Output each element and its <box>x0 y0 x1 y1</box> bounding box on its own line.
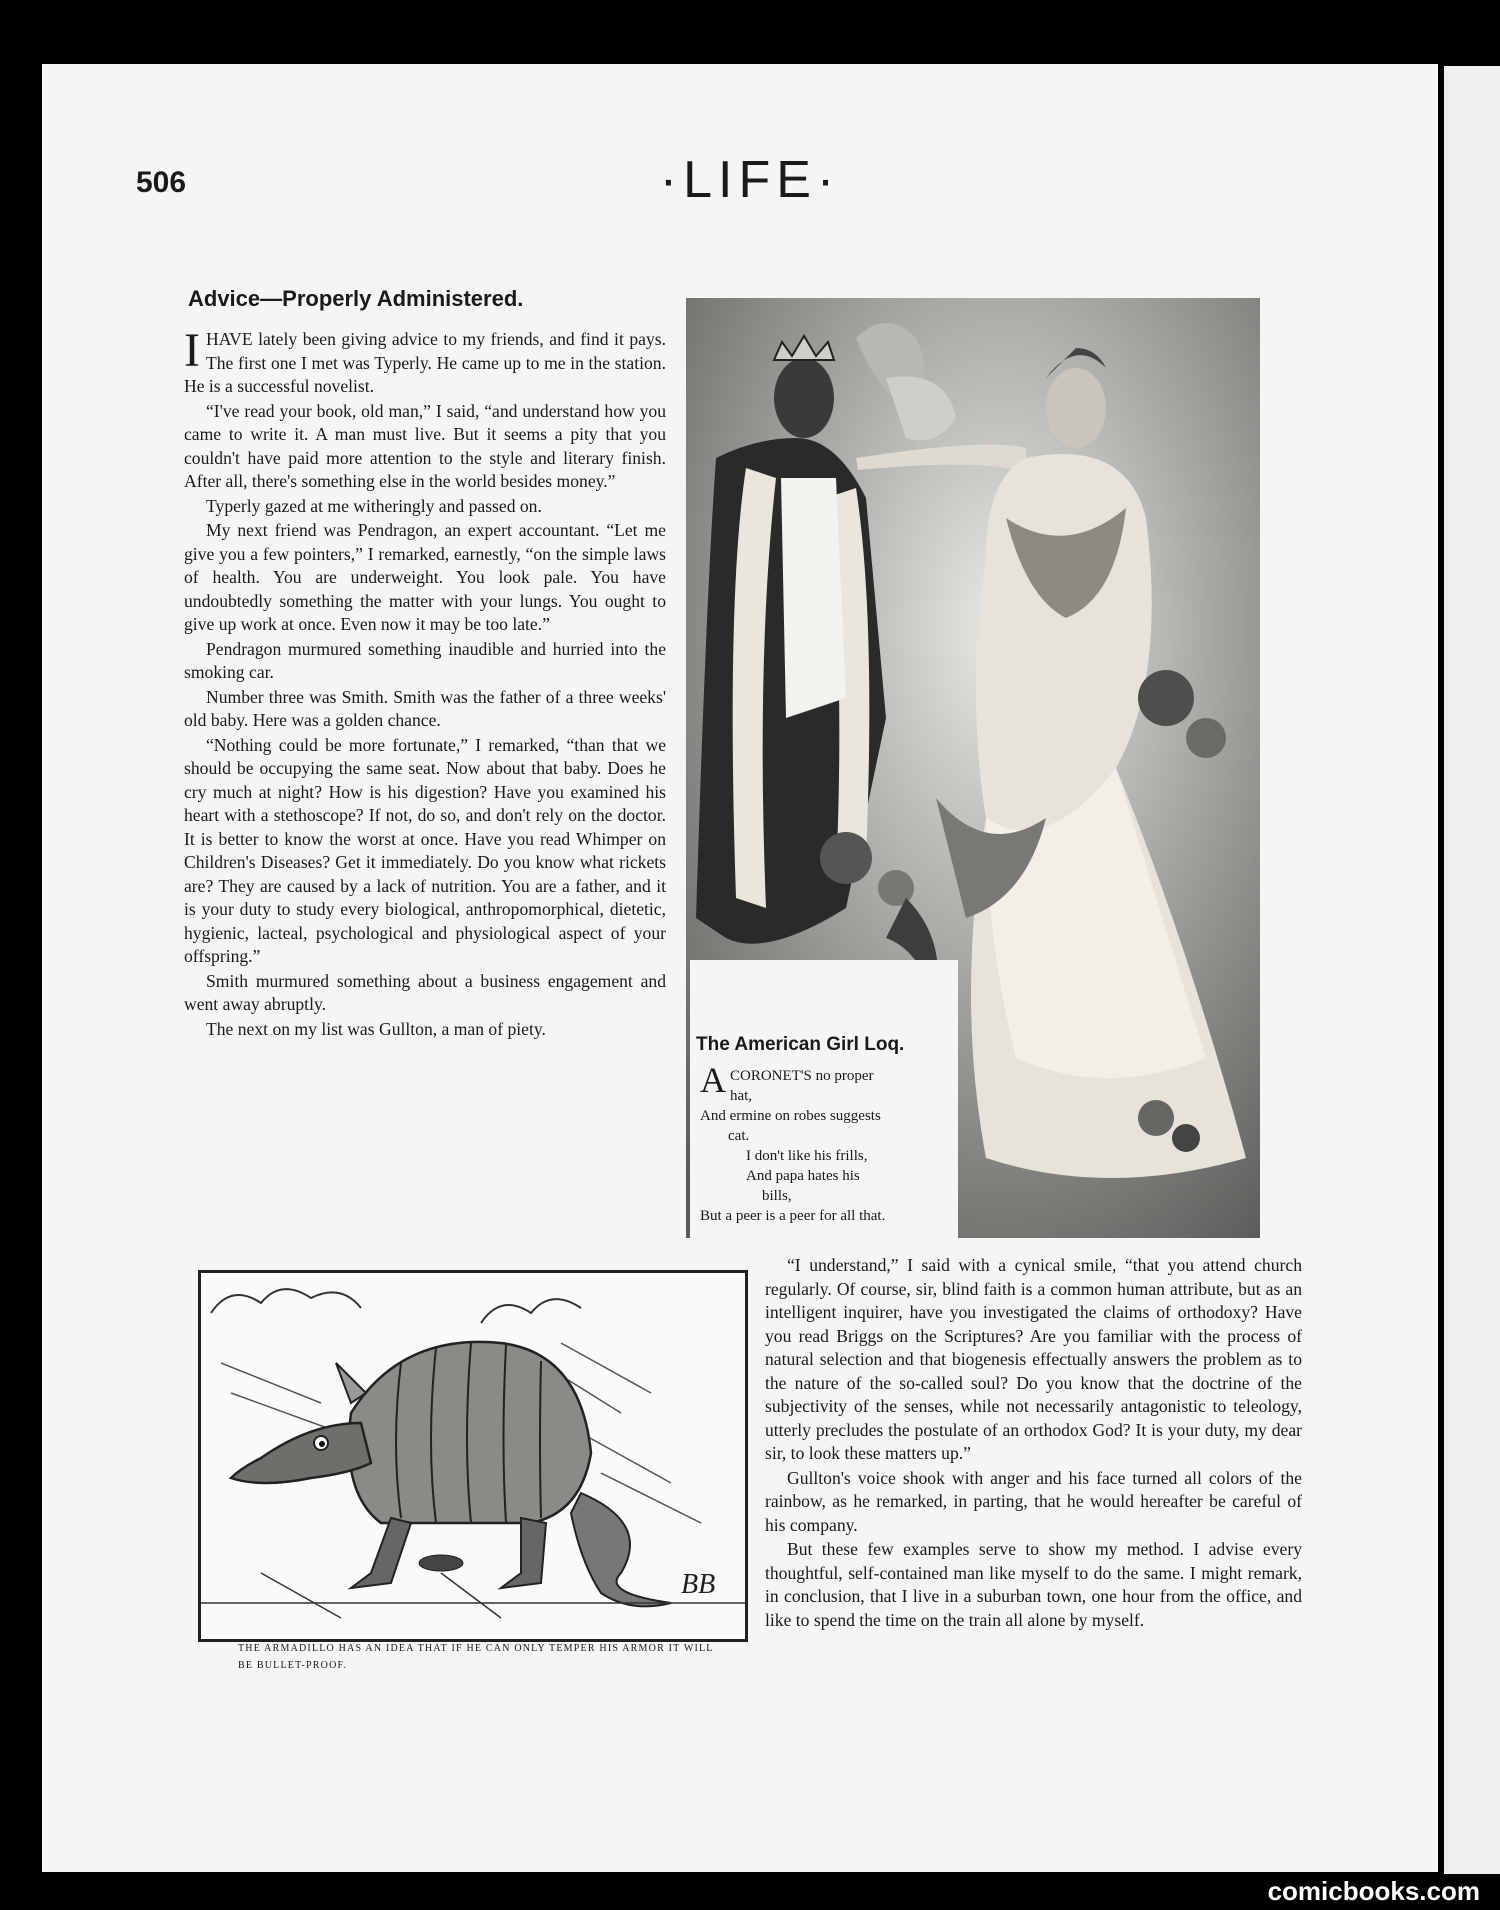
poem-line: bills, <box>762 1188 792 1204</box>
armadillo-cartoon <box>198 1270 748 1642</box>
drop-cap: I <box>184 328 200 377</box>
poem-line: hat, <box>730 1088 753 1104</box>
poem-line: But a peer is a peer for all that. <box>700 1208 886 1224</box>
article-paragraph: “Nothing could be more fortunate,” I remarked, “than that we should be occupying the same seat. Now about that baby. Does he cry much at night? How is his digestion? Have you examined his heart with a stethoscope? If not, do so, and don't rely on the doctor. It is better to know the worst at once. Have you read Whimper on Children's Diseases? Get it immediately. Do you know what rickets are? They are caused by a lack of nutrition. You are a father, and it is your duty to study every biological, anthropomorphical, dietetic, hygienic, lacteal, psychological and physiological aspect of your offspring.” <box>184 734 666 966</box>
masthead: ·LIFE· <box>659 151 841 209</box>
article-paragraph: Smith murmured something about a business engagement and went away abruptly. <box>184 970 666 1014</box>
article-column-left <box>184 328 666 1248</box>
cartoon-signature: BB <box>681 1569 716 1600</box>
article-column-right <box>765 1254 1302 1784</box>
poem-drop-cap: A <box>700 1060 726 1100</box>
poem-body <box>700 1060 956 1226</box>
article-paragraph: The next on my list was Gullton, a man of piety. <box>206 1018 546 1039</box>
poem-line: ACORONET'S no proper <box>700 1060 874 1100</box>
page-number: 506 <box>136 166 187 199</box>
article-paragraph: “I understand,” I said with a cynical smile, “that you attend church regularly. Of course, sir, blind faith is a common human attribute, but as an intelligent inquirer, have you investigated the claims of orthodoxy? Have you read Briggs on the Scriptures? Are you familiar with the process of natural selection and that biogenesis effectually answers the problem as to the nature of the so-called soul? Do you know that the doctrine of the subjectivity of the senses, while not necessarily antagonistic to teleology, utterly precludes the postulate of an orthodox God? It is your duty, my dear sir, to look these matters up.” <box>765 1255 1302 1463</box>
article-paragraph: IHAVE lately been giving advice to my friends, and find it pays. The first one I met was Typerly. He came up to me in the station. He is a successful novelist. <box>184 328 666 396</box>
article-paragraph: My next friend was Pendragon, an expert accountant. “Let me give you a few pointers,” I remarked, earnestly, “on the simple laws of health. You are underweight. You look pale. You have undoubtedly something the matter with your lungs. You ought to give up work at once. Even now it may be too late.” <box>184 520 666 634</box>
article-paragraph: But these few examples serve to show my method. I advise every thoughtful, self-contained man like myself to do the same. I might remark, in conclusion, that I live in a suburban town, one hour from the office, and like to spend the time on the train all alone by myself. <box>765 1539 1302 1630</box>
facing-page-edge <box>1444 66 1500 1874</box>
poem-line: And papa hates his <box>746 1168 860 1184</box>
article-paragraph: Gullton's voice shook with anger and his face turned all colors of the rainbow, as he remarked, in parting, that he would hereafter be careful of his company. <box>765 1467 1302 1535</box>
poem-line: cat. <box>728 1128 750 1144</box>
poem-title: The American Girl Loq. <box>696 1034 905 1055</box>
article-paragraph: “I've read your book, old man,” I said, “and understand how you came to write it. A man must live. But it seems a pity that you couldn't have paid more attention to the style and literary finish. After all, there's something else in the world besides money.” <box>184 400 666 491</box>
article-paragraph: Number three was Smith. Smith was the father of a three weeks' old baby. Here was a golden chance. <box>184 686 666 730</box>
cartoon-caption: THE ARMADILLO HAS AN IDEA THAT IF HE CAN ONLY TEMPER HIS ARMOR IT WILL BE BULLET-PROOF. <box>238 1643 714 1671</box>
poem-line: I don't like his frills, <box>746 1148 868 1164</box>
watermark: comicbooks.com <box>1267 1876 1480 1906</box>
armadillo-drawing <box>201 1273 745 1639</box>
article-paragraph: Typerly gazed at me witheringly and passed on. <box>206 495 542 516</box>
article-headline: Advice—Properly Administered. <box>188 286 524 311</box>
poem-line: And ermine on robes suggests <box>700 1108 881 1124</box>
article-paragraph: Pendragon murmured something inaudible and hurried into the smoking car. <box>184 638 666 682</box>
